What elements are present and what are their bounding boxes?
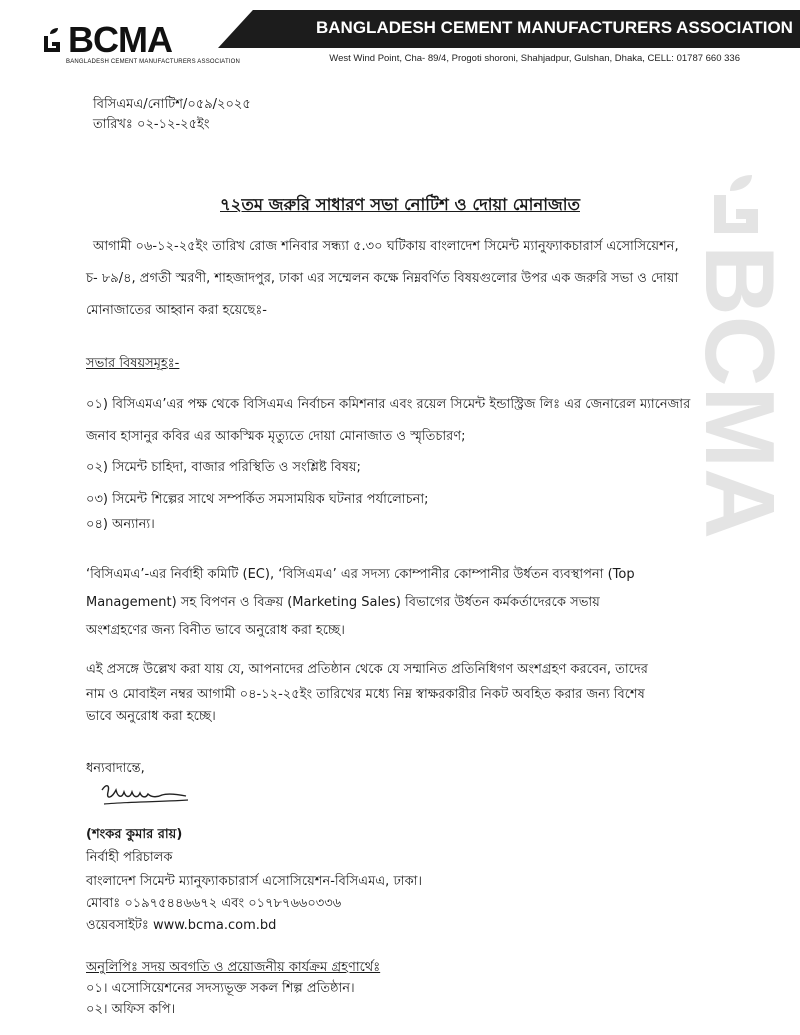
org-address: West Wind Point, Cha- 89/4, Progoti shoroni, Shahjadpur, Gulshan, Dhaka, CELL: 01787 660 336 — [329, 53, 740, 64]
notice-date: তারিখঃ ০২-১২-২৫ইং — [93, 117, 210, 132]
note-line: ভাবে অনুরোধ করা হচ্ছে। — [86, 709, 216, 724]
request-line: Management) সহ বিপণন ও বিক্রয় (Marketing Sales) বিভাগের উর্ধতন কর্মকর্তাদেরকে সভায় — [86, 595, 600, 610]
agenda-item: ০১) বিসিএমএ’এর পক্ষ থেকে বিসিএমএ নির্বাচন কমিশনার এবং রয়েল সিমেন্ট ইন্ডাস্ট্রিজ লিঃ এর জেনারেল ম্যানেজার — [86, 397, 691, 412]
signatory-name: (শংকর কুমার রায়) — [86, 827, 183, 842]
bcma-logo — [42, 18, 241, 68]
copy-item: ০১। এসোসিয়েশনের সদস্যভূক্ত সকল শিল্প প্রতিষ্ঠান। — [86, 981, 355, 996]
closing-text: ধন্যবাদান্তে, — [86, 761, 145, 776]
logo-subtitle: BANGLADESH CEMENT MANUFACTURERS ASSOCIATION — [66, 59, 241, 65]
website-link[interactable]: www.bcma.com.bd — [152, 918, 277, 933]
intro-line: চ- ৮৯/৪, প্রগতী স্মরণী, শাহজাদপুর, ঢাকা এর সম্মেলন কক্ষে নিম্নবর্ণিত বিষয়গুলোর উপর এক জরুরি সভা ও দোয়া — [86, 271, 679, 286]
copy-item: ০২। অফিস কপি। — [86, 1002, 176, 1017]
agenda-item: ০৪) অন্যান্য। — [86, 517, 155, 532]
copy-heading: অনুলিপিঃ সদয় অবগতি ও প্রয়োজনীয় কার্যক্রম গ্রহণার্থেঃ — [86, 960, 381, 975]
agenda-heading: সভার বিষয়সমূহঃ- — [86, 356, 180, 371]
logo-mark-icon — [42, 28, 62, 54]
signature-scribble — [96, 776, 196, 812]
signatory-website-row — [86, 917, 276, 935]
request-line: অংশগ্রহণের জন্য বিনীত ভাবে অনুরোধ করা হচ্ছে। — [86, 623, 345, 638]
intro-line: মোনাজাতের আহ্বান করা হয়েছেঃ- — [86, 303, 267, 318]
agenda-item: ০২) সিমেন্ট চাহিদা, বাজার পরিস্থিতি ও সংশ্লিষ্ট বিষয়; — [86, 460, 361, 475]
agenda-item-continued: জনাব হাসানুর কবির এর আকস্মিক মৃত্যুতে দোয়া মোনাজাত ও স্মৃতিচারণ; — [86, 429, 466, 444]
note-line: নাম ও মোবাইল নম্বর আগামী ০৪-১২-২৫ইং তারিখের মধ্যে নিম্ন স্বাক্ষরকারীর নিকট অবহিত করার জন্য বিশেষ — [86, 687, 645, 702]
request-line: ‘বিসিএমএ’-এর নির্বাহী কমিটি (EC), ‘বিসিএমএ’ এর সদস্য কোম্পানীর কোম্পানীর উর্ধতন ব্যবস্থাপনা (Top — [86, 567, 635, 582]
website-label: ওয়েবসাইটঃ — [86, 918, 149, 933]
agenda-item: ০৩) সিমেন্ট শিল্পের সাথে সম্পর্কিত সমসাময়িক ঘটনার পর্যালোচনা; — [86, 492, 429, 507]
intro-line: আগামী ০৬-১২-২৫ইং তারিখ রোজ শনিবার সন্ধ্যা ৫.৩০ ঘটিকায় বাংলাদেশ সিমেন্ট ম্যানুফ্যাকচারার্স এসোসিয়েশন, — [93, 239, 679, 254]
note-line: এই প্রসঙ্গে উল্লেখ করা যায় যে, আপনাদের প্রতিষ্ঠান থেকে যে সম্মানিত প্রতিনিধিগণ অংশগ্রহণ করবেন, তাদের — [86, 662, 648, 677]
logo-wordmark: BCMA — [68, 19, 172, 60]
signatory-organization: বাংলাদেশ সিমেন্ট ম্যানুফ্যাকচারার্স এসোসিয়েশন-বিসিএমএ, ঢাকা। — [86, 874, 423, 889]
page-title: ৭২তম জরুরি সাধারণ সভা নোটিশ ও দোয়া মোনাজাত — [220, 195, 580, 214]
bcma-watermark — [685, 175, 795, 595]
signatory-mobile: মোবাঃ ০১৯৭৫৪৪৬৬৭২ এবং ০১৭৮৭৬৬০৩৩৬ — [86, 896, 342, 911]
watermark-text: BCMA — [685, 245, 795, 539]
org-name: BANGLADESH CEMENT MANUFACTURERS ASSOCIATION — [316, 18, 793, 37]
signatory-designation: নির্বাহী পরিচালক — [86, 850, 173, 865]
notice-reference: বিসিএমএ/নোটিশ/০৫৯/২০২৫ — [93, 97, 251, 112]
